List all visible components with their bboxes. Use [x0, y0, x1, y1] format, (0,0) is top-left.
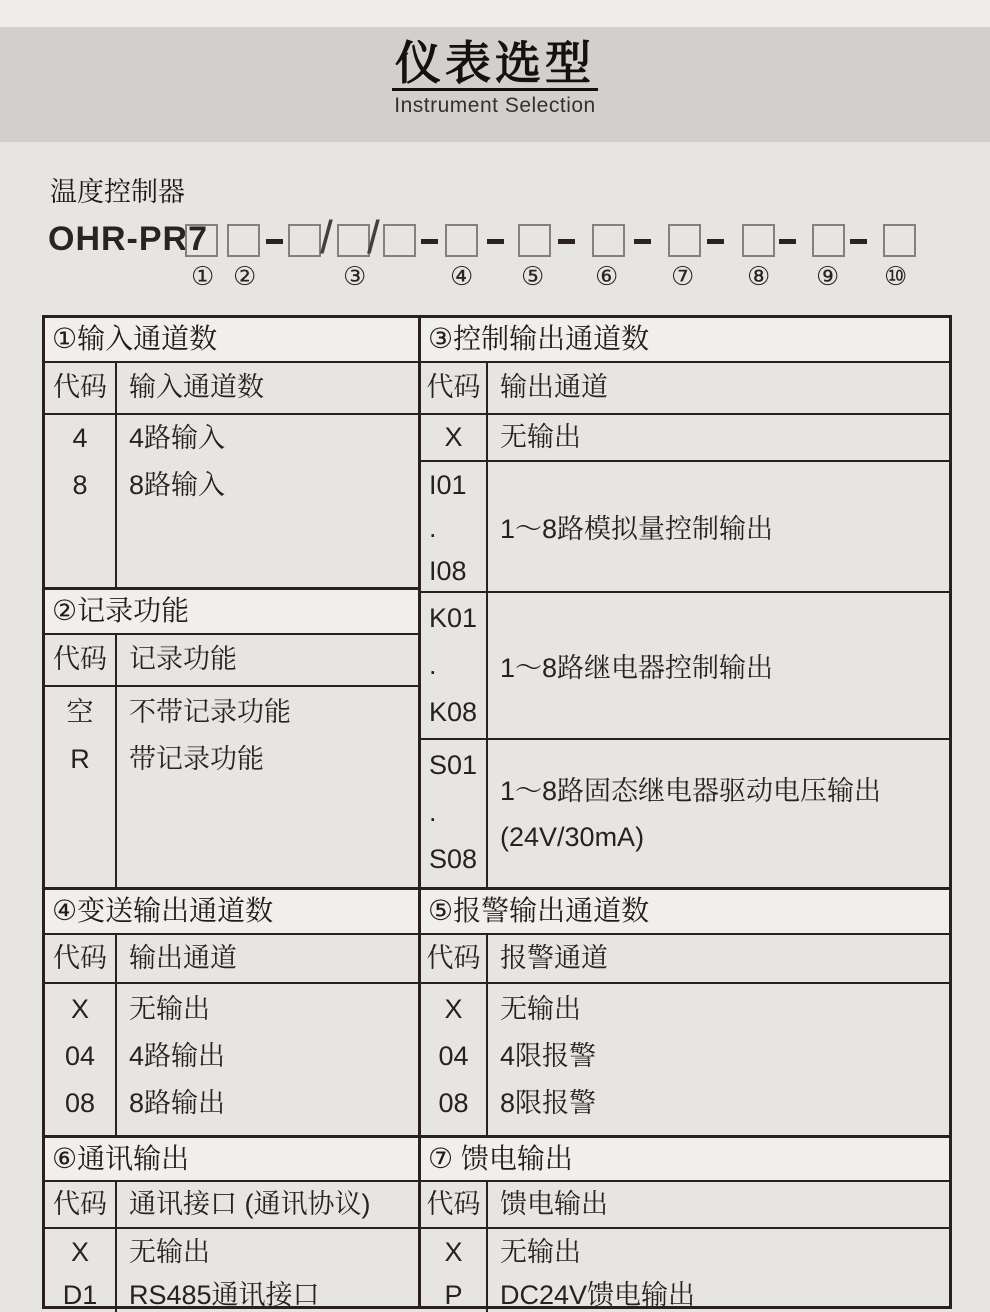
section-6-title: ⑥通讯输出 [45, 1138, 418, 1182]
code-column-header: 代码 [421, 935, 488, 982]
value-column-header: 记录功能 [129, 644, 237, 674]
value-text: 无输出 [129, 994, 210, 1024]
section-7-column-headers [421, 1182, 949, 1229]
code-cell [421, 593, 488, 738]
code-cell [421, 462, 488, 591]
section-2-body [45, 687, 418, 887]
model-dash [266, 239, 283, 244]
code-value: P [444, 1280, 463, 1310]
value-column-header: 输出通道 [500, 372, 608, 402]
code-column-header: 代码 [45, 935, 117, 982]
table-band-c [45, 1135, 949, 1310]
section-1-title: ①输入通道数 [45, 318, 418, 363]
value-text: 8限报警 [500, 1088, 597, 1118]
model-code-diagram [0, 211, 990, 310]
model-code-box [668, 224, 701, 257]
model-position-label: ① [191, 262, 215, 292]
value-column-header: 通讯接口 (通讯协议) [129, 1189, 371, 1219]
code-value: 04 [64, 1041, 96, 1071]
code-value: . [429, 797, 437, 827]
value-cell: 1～8路继电器控制输出 [500, 653, 774, 683]
section-4-body [45, 984, 418, 1135]
section-2-column-headers [45, 635, 418, 687]
section-5-title: ⑤报警输出通道数 [421, 890, 949, 935]
model-dash [558, 239, 575, 244]
selection-table [42, 315, 952, 1309]
page-title: 仪表选型 [392, 39, 598, 91]
code-value: . [429, 513, 437, 543]
code-column-header: 代码 [45, 635, 117, 685]
code-value: I01 [429, 470, 467, 500]
model-code-box [592, 224, 625, 257]
value-cell: 1～8路模拟量控制输出 [500, 514, 774, 544]
code-value: S01 [429, 750, 478, 780]
code-cell [421, 984, 488, 1135]
value-text: 8路输入 [129, 470, 226, 500]
value-column-header: 馈电输出 [500, 1189, 608, 1219]
code-value: X [70, 1237, 89, 1267]
code-value: K01 [429, 603, 478, 633]
code-cell [45, 984, 117, 1135]
section-7-column [418, 1138, 949, 1310]
value-cell [488, 984, 949, 1135]
code-value: D1 [62, 1280, 98, 1310]
model-code-box [883, 224, 916, 257]
section-4-column-headers [45, 935, 418, 984]
value-column-header: 报警通道 [500, 943, 608, 973]
model-code-box [227, 224, 260, 257]
section-3-column-headers [421, 363, 949, 415]
value-cell [117, 984, 418, 1135]
code-value: 04 [438, 1041, 469, 1071]
model-dash [487, 239, 504, 244]
code-value: K08 [429, 697, 478, 727]
section-4-column [45, 890, 418, 1135]
section-1-column-headers [45, 363, 418, 415]
code-value: 8 [72, 470, 88, 500]
section-3-title: ③控制输出通道数 [421, 318, 949, 363]
value-column-header: 输出通道 [129, 943, 237, 973]
title-band [0, 27, 990, 142]
value-text: 8路输出 [129, 1088, 226, 1118]
model-slash: / [320, 211, 333, 263]
model-dash [634, 239, 651, 244]
code-cell: X [421, 415, 488, 460]
code-cell [421, 1229, 488, 1312]
model-dash [779, 239, 796, 244]
product-name: 温度控制器 [50, 177, 185, 207]
page-subtitle: Instrument Selection [394, 94, 596, 118]
value-column-header: 输入通道数 [129, 372, 264, 402]
model-position-label: ⑧ [747, 262, 771, 292]
code-value: 4 [72, 423, 88, 453]
code-value: 08 [438, 1088, 469, 1118]
code-cell [45, 687, 117, 887]
section-3-column [418, 318, 949, 887]
model-position-label: ⑥ [595, 262, 619, 292]
code-value: X [444, 1237, 463, 1267]
section-4-title: ④变送输出通道数 [45, 890, 418, 935]
section-7-title: ⑦ 馈电输出 [421, 1138, 949, 1182]
code-cell [45, 1229, 117, 1312]
code-column-header: 代码 [421, 1182, 488, 1227]
value-text: RS485通讯接口 [129, 1280, 320, 1310]
section-5-column-headers [421, 935, 949, 984]
value-text: 4路输出 [129, 1041, 226, 1071]
model-position-label: ⑩ [884, 262, 908, 292]
table-row [421, 462, 949, 593]
value-text: 4限报警 [500, 1041, 597, 1071]
model-dash [421, 239, 438, 244]
model-dash [707, 239, 724, 244]
value-text: (24V/30mA) [500, 821, 645, 852]
code-value: 08 [64, 1088, 96, 1118]
model-position-label: ④ [450, 262, 474, 292]
value-cell [117, 415, 418, 587]
code-value: I08 [429, 556, 467, 586]
value-cell [488, 740, 949, 887]
code-cell [421, 740, 488, 887]
model-code-box [337, 224, 370, 257]
table-band-a [45, 318, 949, 887]
table-row [421, 740, 949, 887]
value-text: 带记录功能 [129, 744, 264, 774]
table-row [421, 593, 949, 740]
value-text: DC24V馈电输出 [500, 1280, 696, 1310]
value-text: 1～8路固态继电器驱动电压输出 [500, 775, 882, 806]
section-7-body [421, 1229, 949, 1312]
model-code-box [185, 224, 218, 257]
model-code-box [383, 224, 416, 257]
section-6-column [45, 1138, 418, 1310]
model-code-box [812, 224, 845, 257]
code-value: S08 [429, 844, 478, 874]
section-5-body [421, 984, 949, 1135]
model-dash [850, 239, 867, 244]
section-1-body [45, 415, 418, 590]
model-position-label: ⑦ [671, 262, 695, 292]
code-value: . [429, 650, 437, 680]
value-text: 无输出 [129, 1237, 210, 1267]
value-text: 不带记录功能 [129, 697, 291, 727]
value-cell: 无输出 [500, 422, 581, 452]
model-prefix: OHR-PR7 [48, 220, 209, 258]
model-code-box [445, 224, 478, 257]
section-2-title: ②记录功能 [45, 590, 418, 635]
model-position-label: ③ [343, 262, 367, 292]
section-1-2-column [45, 318, 418, 887]
code-column-header: 代码 [45, 363, 117, 413]
section-6-column-headers [45, 1182, 418, 1229]
top-strip [0, 0, 990, 27]
model-code-box [288, 224, 321, 257]
value-cell [488, 1229, 949, 1312]
section-5-column [418, 890, 949, 1135]
model-position-label: ⑨ [816, 262, 840, 292]
value-cell [117, 687, 418, 887]
value-cell [117, 1229, 418, 1312]
code-column-header: 代码 [421, 363, 488, 413]
table-band-b [45, 887, 949, 1135]
section-6-body [45, 1229, 418, 1312]
value-text: 4路输入 [129, 423, 226, 453]
code-value: X [444, 994, 463, 1024]
model-position-label: ② [233, 262, 257, 292]
model-code-box [742, 224, 775, 257]
code-value: 空 [66, 697, 94, 727]
model-code-box [518, 224, 551, 257]
table-row [421, 415, 949, 462]
value-text: 无输出 [500, 1237, 581, 1267]
code-value: R [70, 744, 90, 774]
code-column-header: 代码 [45, 1182, 117, 1227]
code-cell [45, 415, 117, 587]
code-value: X [70, 994, 89, 1024]
model-slash: / [367, 211, 380, 263]
model-position-label: ⑤ [521, 262, 545, 292]
value-text: 无输出 [500, 994, 581, 1024]
